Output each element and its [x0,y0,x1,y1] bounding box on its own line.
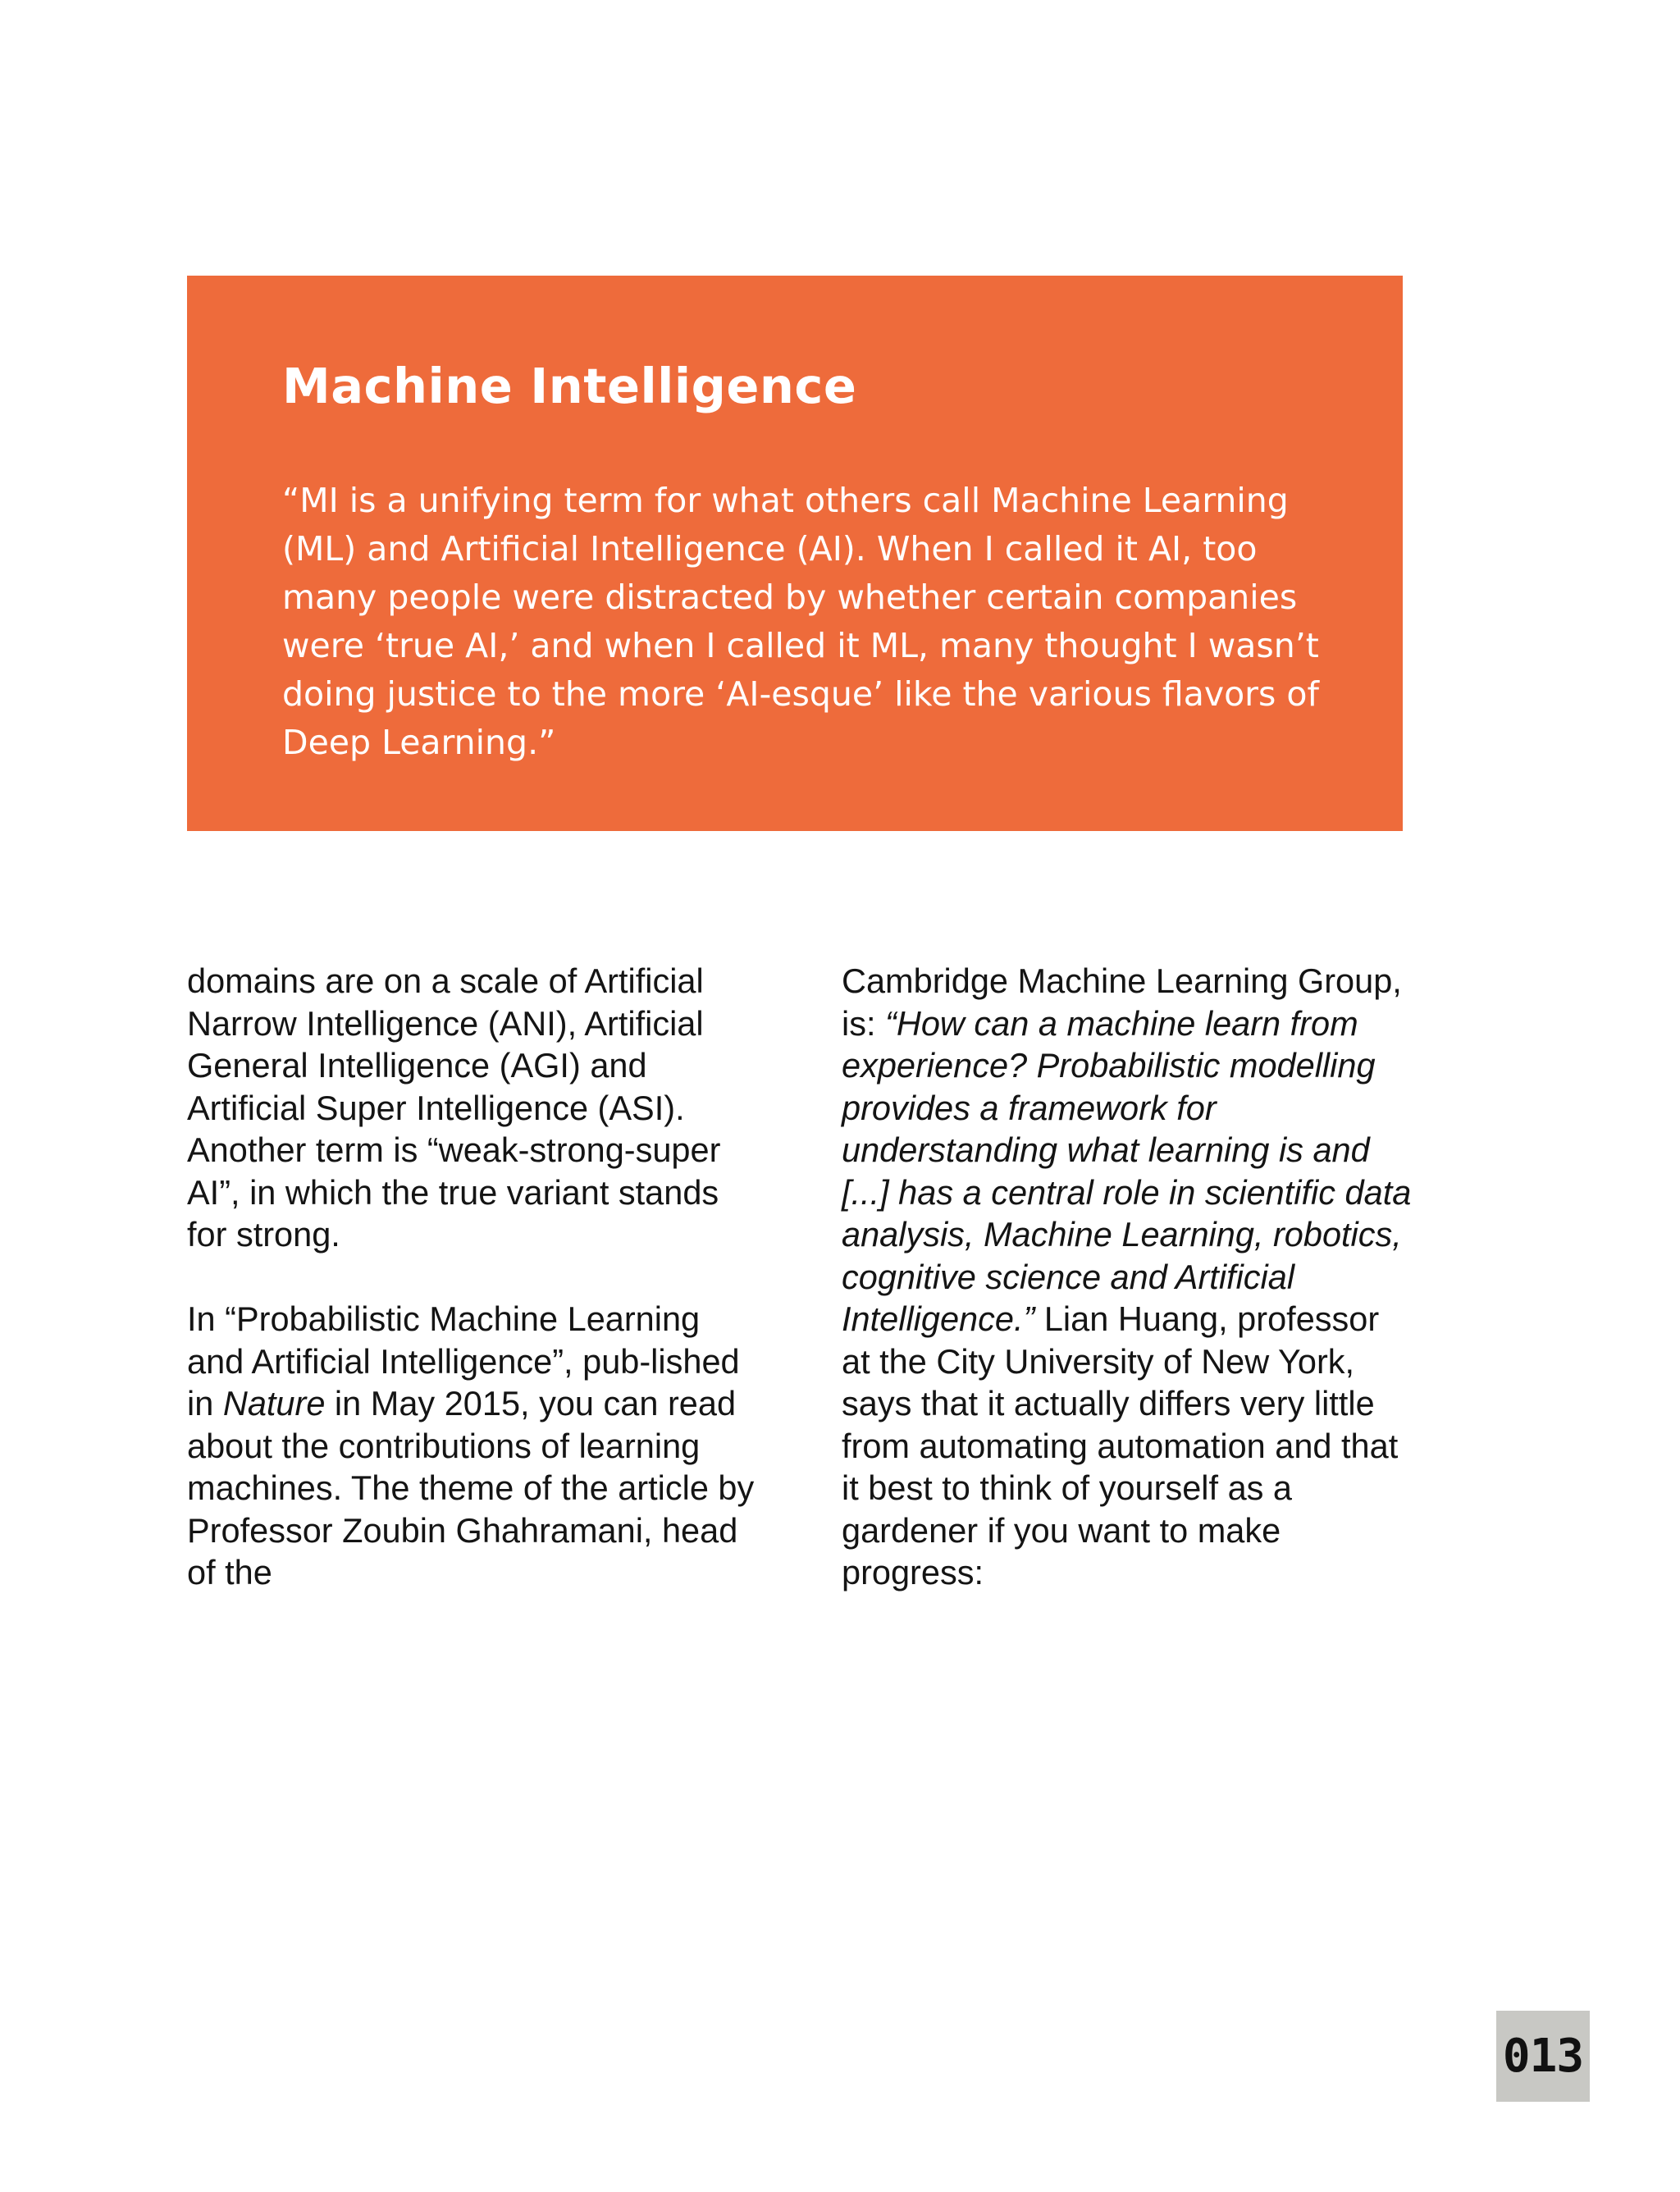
journal-name: Nature [222,1384,326,1423]
callout-box [187,276,1403,831]
right-paragraph-text-b: Lian Huang, professor at the City University of New York, says that it actually differs very little from automating automation and that it best to think of yourself as a gardener if you want to make progress: [842,1299,1399,1591]
right-paragraph-text-a: Cambridge Machine Learning Group, is: [842,961,1402,1043]
left-paragraph-1: domains are on a scale of Artificial Narrow Intelligence (ANI), Artificial General Intelligence (AGI) and Artificial Super Intelligence (ASI). Another term is “weak-strong-super AI”, in which the true variant stands for strong. [187,961,721,1254]
left-paragraph-2 [187,1298,761,1594]
right-column [842,960,1416,1594]
ghahramani-quote: “How can a machine learn from experience? Probabilistic modelling provides a framework for understanding what learning is and [...] has a central role in scientific data analysis, Machine Learning, robotics, cognitive science and Artificial Intelligence.” [842,1003,1412,1338]
page-number: 013 [1496,2011,1590,2102]
left-paragraph-2-text-a: In “Probabilistic Machine Learning and Artificial Intelligence”, pub-lished in [187,1299,740,1423]
callout-quote: “MI is a unifying term for what others call Machine Learning (ML) and Artificial Intelligence (AI). When I called it AI, too many people were distracted by whether certain companies were ‘true AI,’ and when I called it ML, many thought I wasn’t doing justice to the more ‘AI-esque’ like the various flavors of Deep Learning.” [282,480,1319,762]
left-paragraph-2-text-b: in May 2015, you can read about the contributions of learning machines. The theme of the article by Professor Zoubin Ghahramani, head of the [187,1384,755,1591]
callout-title: Machine Intelligence [282,358,857,414]
right-paragraph [842,960,1416,1594]
left-column [187,960,761,1594]
